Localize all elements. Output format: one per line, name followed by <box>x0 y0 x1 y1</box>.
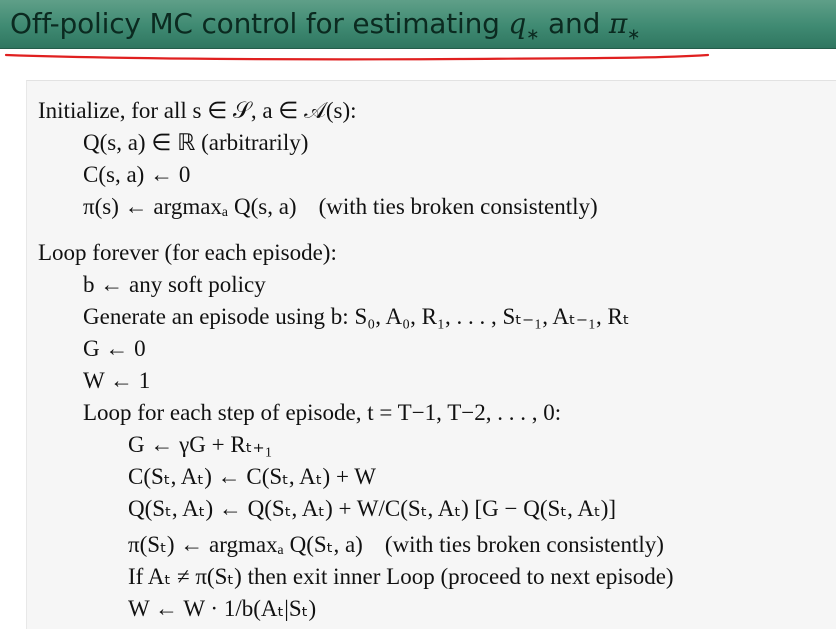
line-text: Q(Sₜ, Aₜ) ← Q(Sₜ, Aₜ) + W/C(Sₜ, Aₜ) [G − Q(Sₜ, Aₜ)] <box>128 496 617 521</box>
line-g-init <box>83 334 146 364</box>
line-c-update <box>128 462 376 492</box>
line-pi-update <box>128 530 664 560</box>
title-q-subscript: ∗ <box>526 24 540 44</box>
title-prefix: Off-policy MC control for estimating <box>10 7 509 40</box>
line-text: Loop for each step of episode, t = T−1, T−2, . . . , 0: <box>83 400 562 425</box>
line-text: Loop forever (for each episode): <box>38 240 337 265</box>
line-text: C(Sₜ, Aₜ) ← C(Sₜ, Aₜ) + W <box>128 464 376 489</box>
title-q: q <box>508 7 527 40</box>
line-text: G ← 0 <box>83 336 146 361</box>
line-text: W ← W · 1/b(Aₜ|Sₜ) <box>128 596 317 621</box>
line-text: W ← 1 <box>83 368 151 393</box>
line-w-update <box>128 594 316 624</box>
line-w-init <box>83 366 150 396</box>
line-text: C(s, a) ← 0 <box>83 162 191 187</box>
line-b-soft-policy <box>83 270 266 300</box>
red-underline-annotation <box>0 47 836 67</box>
line-text: G ← γG + Rₜ₊₁ <box>128 432 273 457</box>
line-note: (with ties broken consistently) <box>384 532 664 557</box>
line-g-update <box>128 430 273 460</box>
line-text: π(s) ← argmaxₐ Q(s, a) <box>83 194 297 219</box>
line-pi-init <box>83 192 598 222</box>
line-initialize <box>38 96 357 126</box>
line-c-init <box>83 160 190 190</box>
line-text: Generate an episode using b: S₀, A₀, R₁, . . . , Sₜ₋₁, Aₜ₋₁, Rₜ <box>83 304 630 329</box>
line-loop-forever <box>38 238 337 268</box>
slide-header <box>0 0 836 49</box>
title-and: and <box>539 7 609 40</box>
line-exit-condition <box>128 562 674 592</box>
line-q-init <box>83 128 308 158</box>
line-text: If Aₜ ≠ π(Sₜ) then exit inner Loop (proceed to next episode) <box>128 564 674 589</box>
line-text: Initialize, for all s ∈ 𝒮, a ∈ 𝒜(s): <box>38 98 357 123</box>
slide-title <box>10 6 640 42</box>
title-pi: π <box>608 7 628 40</box>
line-text: Q(s, a) ∈ ℝ (arbitrarily) <box>83 130 309 155</box>
line-text: b ← any soft policy <box>83 272 266 297</box>
line-generate-episode <box>83 302 630 332</box>
title-pi-subscript: ∗ <box>627 24 641 44</box>
line-loop-steps <box>83 398 561 428</box>
line-q-update <box>128 494 616 524</box>
line-text: π(Sₜ) ← argmaxₐ Q(Sₜ, a) <box>128 532 363 557</box>
line-note: (with ties broken consistently) <box>318 194 598 219</box>
